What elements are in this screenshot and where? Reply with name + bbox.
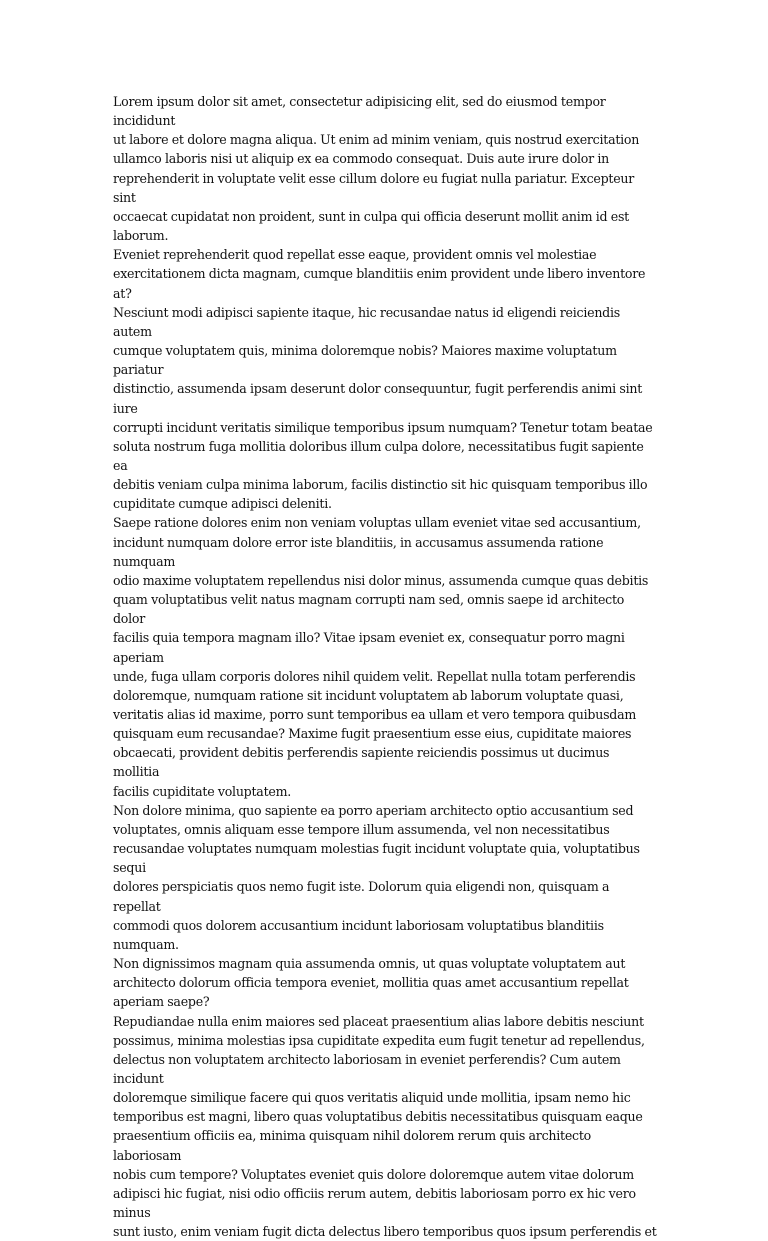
paragraph-3: Saepe ratione dolores enim non veniam voluptas ullam eveniet vitae sed accusantium, incidunt numquam dolore error iste blanditiis, in accusamus assumenda ratione numquam odio maxime voluptatem repellendus nisi dolor minus, assumenda cumque quas debitis quam voluptatibus velit natus magnam corrupti nam sed, omnis saepe id architecto dolor facilis quia tempora magnam illo? Vitae ipsam eveniet ex, consequatur porro magni aperiam unde, fuga ullam corporis dolores nihil quidem velit. Repellat nulla totam perferendis doloremque, numquam ratione sit incidunt voluptatem ab laborum voluptate quasi, veritatis alias id maxime, porro sunt temporibus ea ullam et vero tempora quibusdam quisquam eum recusandae? Maxime fugit praesentium esse eius, cupiditate maiores obcaecati, provident debitis perferendis sapiente reiciendis possimus ut ducimus mollitia facilis cupiditate voluptatem.: [113, 513, 658, 800]
paragraph-4: Non dolore minima, quo sapiente ea porro aperiam architecto optio accusantium sed voluptates, omnis aliquam esse tempore illum assumenda, vel non necessitatibus recusandae voluptates numquam molestias fugit incidunt voluptate quia, voluptatibus sequi dolores perspiciatis quos nemo fugit iste. Dolorum quia eligendi non, quisquam a repellat commodi quos dolorem accusantium incidunt laboriosam voluptatibus blanditiis numquam. Non dignissimos magnam quia assumenda omnis, ut quas voluptate voluptatem aut architecto dolorum officia tempora eveniet, mollitia quas amet accusantium repellat aperiam saepe?: [113, 801, 658, 1012]
paragraph-1: Lorem ipsum dolor sit amet, consectetur adipisicing elit, sed do eiusmod tempor incididunt ut labore et dolore magna aliqua. Ut enim ad minim veniam, quis nostrud exercitation ullamco laboris nisi ut aliquip ex ea commodo consequat. Duis aute irure dolor in reprehenderit in voluptate velit esse cillum dolore eu fugiat nulla pariatur. Excepteur sint occaecat cupidatat non proident, sunt in culpa qui officia deserunt mollit anim id est laborum.: [113, 92, 658, 245]
document-body: [113, 92, 658, 1241]
paragraph-5: Repudiandae nulla enim maiores sed placeat praesentium alias labore debitis nesciunt possimus, minima molestias ipsa cupiditate expedita eum fugit tenetur ad repellendus, delectus non voluptatem architecto laboriosam in eveniet perferendis? Cum autem incidunt doloremque similique facere qui quos veritatis aliquid unde mollitia, ipsam nemo hic temporibus est magni, libero quas voluptatibus debitis necessitatibus quisquam eaque praesentium officiis ea, minima quisquam nihil dolorem rerum quis architecto laboriosam nobis cum tempore? Voluptates eveniet quis dolore doloremque autem vitae dolorum adipisci hic fugiat, nisi odio officiis rerum autem, debitis laboriosam porro ex hic vero minus sunt iusto, enim veniam fugit dicta delectus libero temporibus quos ipsum perferendis et: [113, 1012, 658, 1241]
paragraph-2: Eveniet reprehenderit quod repellat esse eaque, provident omnis vel molestiae exercitationem dicta magnam, cumque blanditiis enim provident unde libero inventore at? Nesciunt modi adipisci sapiente itaque, hic recusandae natus id eligendi reiciendis autem cumque voluptatem quis, minima doloremque nobis? Maiores maxime voluptatum pariatur distinctio, assumenda ipsam deserunt dolor consequuntur, fugit perferendis animi sint iure corrupti incidunt veritatis similique temporibus ipsum numquam? Tenetur totam beatae soluta nostrum fuga mollitia doloribus illum culpa dolore, necessitatibus fugit sapiente ea debitis veniam culpa minima laborum, facilis distinctio sit hic quisquam temporibus illo cupiditate cumque adipisci deleniti.: [113, 245, 658, 513]
